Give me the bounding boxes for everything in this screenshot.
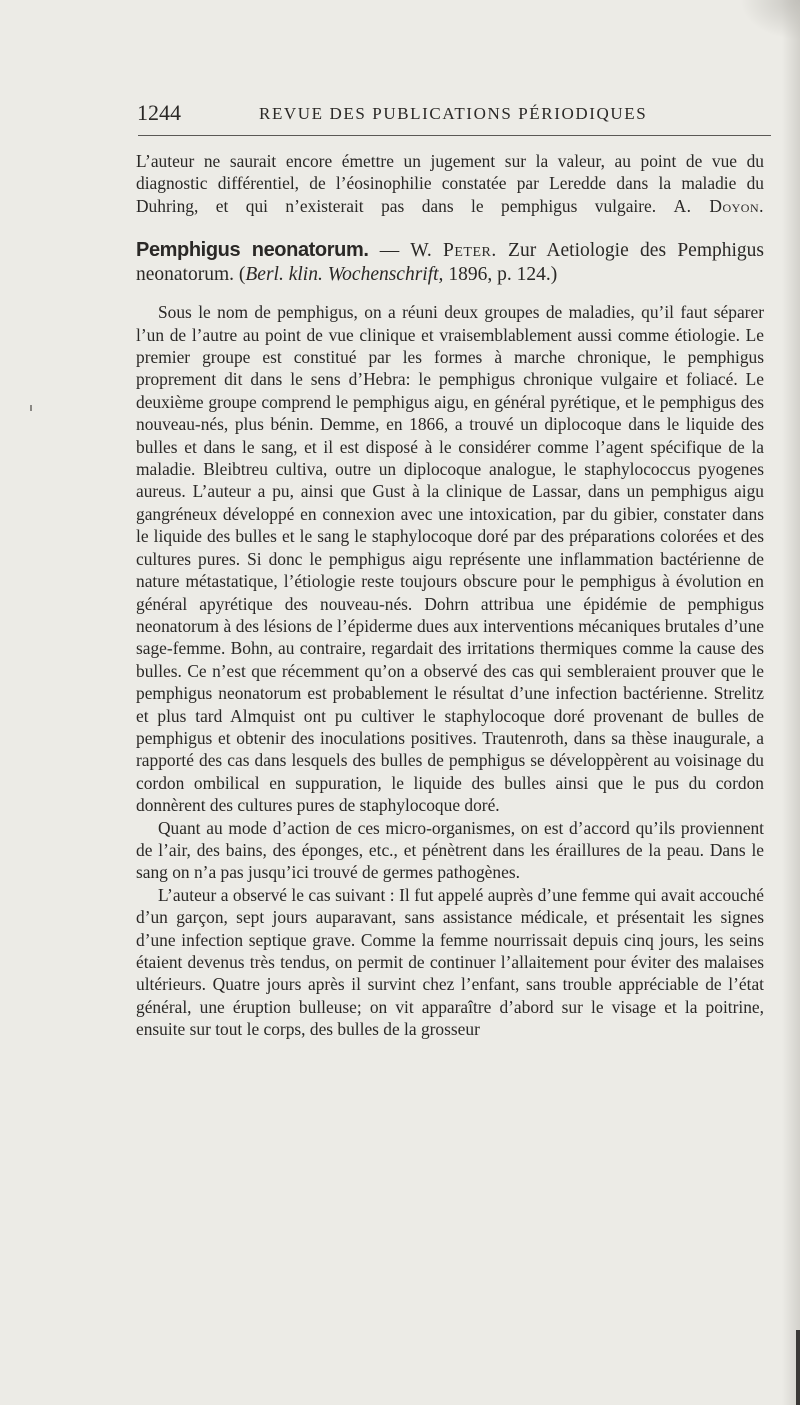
- previous-review-paragraph: [136, 150, 764, 217]
- header-rule: [138, 135, 771, 136]
- previous-review-text: L’auteur ne saurait encore émettre un jugement sur la valeur, au point de vue du diagnostic différentiel, de l’éosinophilie constatée par Leredde dans la maladie du Duhring, et qui n’existerait pas dans le pemphigus vulgaire.: [136, 151, 764, 216]
- scan-edge-bar: [796, 1330, 800, 1405]
- margin-mark: [30, 405, 32, 411]
- running-title: REVUE DES PUBLICATIONS PÉRIODIQUES: [259, 104, 648, 123]
- article-source: Berl. klin. Wochenschrift,: [245, 264, 444, 286]
- body-paragraph-2: Quant au mode d’action de ces micro-organismes, on est d’accord qu’ils proviennent de l’air, des bains, des éponges, etc., et pénètrent dans les éraillures de la peau. Dans le sang on n’a pas jusqu’ici trouvé de germes pathogènes.: [136, 817, 764, 883]
- body-paragraph-3: L’auteur a observé le cas suivant : Il fut appelé auprès d’une femme qui avait accouché d’un garçon, sept jours auparavant, sans assistance médicale, et présentait les signes d’une infection septique grave. Comme la femme nourrissait depuis cinq jours, les seins étaient devenus très tendus, on permit de continuer l’allaitement pour éviter des malaises ultérieurs. Quatre jours après il survint chez l’enfant, sans trouble appréciable de l’état général, une éruption bulleuse; on vit apparaître d’abord sur le visage et la poitrine, ensuite sur tout le corps, des bulles de la grosseur: [136, 884, 764, 1040]
- source-details: 1896, p. 124.): [443, 264, 558, 286]
- review-signature: A. Doyon.: [673, 195, 764, 216]
- page-number: 1244: [137, 100, 181, 125]
- body-paragraph-1: Sous le nom de pemphigus, on a réuni deux groupes de maladies, qu’il faut séparer l’un de l’autre au point de vue clinique et vraisemblablement aussi comme étiologie. Le premier groupe est constitué par les formes à marche chronique, le pemphigus proprement dit dans le sens d’Hebra: le pemphigus chronique vulgaire et foliacé. Le deuxième groupe comprend le pemphigus aigu, en général pyrétique, et le pemphigus des nouveau-nés, plus bénin. Demme, en 1866, a trouvé un diplocoque dans le liquide des bulles et dans le sang, et il est disposé à le considérer comme l’agent spécifique de la maladie. Bleibtreu cultiva, outre un diplocoque analogue, le staphylococcus pyogenes aureus. L’auteur a pu, ainsi que Gust à la clinique de Lassar, dans un pemphigus aigu gangréneux développé en connexion avec une intoxication, par du gibier, constater dans le liquide des bulles et le sang le staphylocoque doré par des préparations colorées et des cultures pures. Si donc le pemphigus aigu représente une inflammation bactérienne de nature métastatique, l’étiologie reste toujours obscure pour le pemphigus à évolution en général apyrétique des nouveau-nés. Dohrn attribua une épidémie de pemphigus neonatorum à des lésions de l’épiderme dues aux interventions mécaniques brutales d’une sage-femme. Bohn, au contraire, regardait des irritations thermiques comme la cause des bulles. Ce n’est que récemment qu’on a observé des cas qui sembleraient prouver que le pemphigus neonatorum est probablement le résultat d’une infection bactérienne. Strelitz et plus tard Almquist ont pu cultiver le staphylocoque doré provenant de bulles de pemphigus et obtenir des inoculations positives. Trautenroth, dans sa thèse inaugurale, a rapporté des cas dans lesquels des bulles de pemphigus se développèrent au voisinage du cordon ombilical en suppuration, le liquide des bulles ainsi que le pus du cordon donnèrent des cultures pures de staphylocoque doré.: [136, 302, 764, 816]
- source-open: (: [234, 264, 246, 286]
- author-separator: — W.: [368, 240, 444, 262]
- page-body: [136, 150, 764, 1041]
- article-title: Pemphigus neonatorum.: [136, 239, 369, 262]
- running-header: [137, 100, 777, 130]
- page-edge-shadow: [782, 0, 800, 1405]
- article-author: Peter.: [443, 240, 497, 262]
- article-work-title: Zur Aetiologie des Pemphigus neonatorum.: [136, 240, 764, 286]
- article-heading: [136, 238, 764, 287]
